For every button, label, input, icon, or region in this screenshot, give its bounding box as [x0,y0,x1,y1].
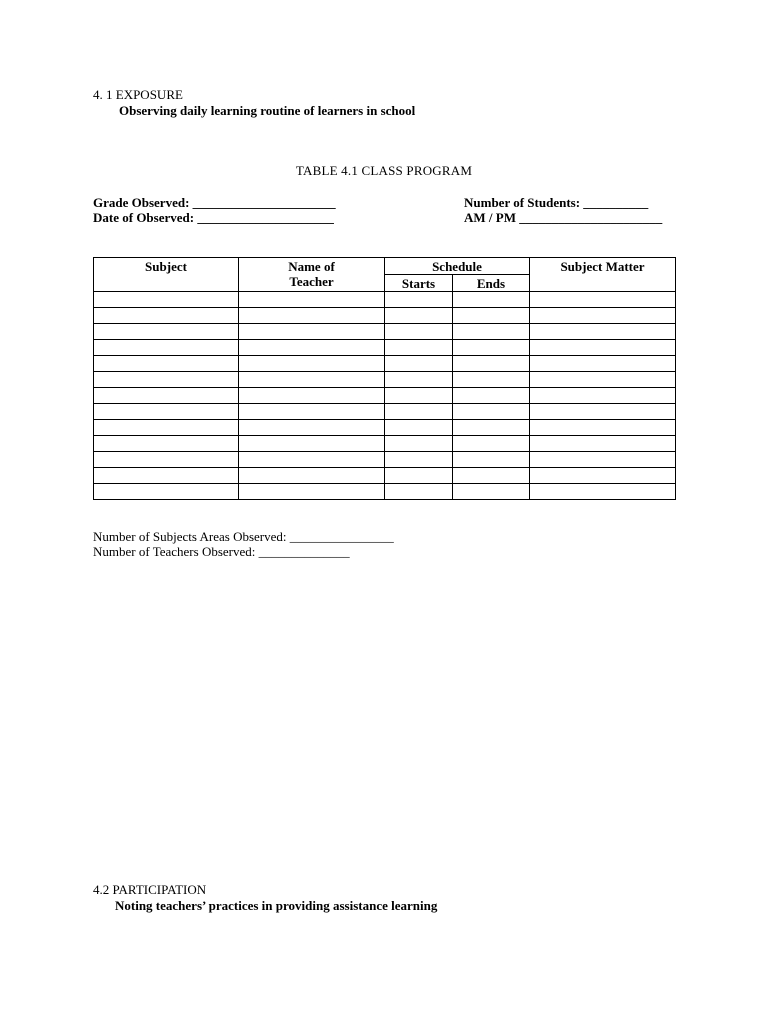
section-subheading-exposure: Observing daily learning routine of learners in school [119,103,416,118]
subjects-areas-observed-field: Number of Subjects Areas Observed: ________________ [93,529,394,544]
header-subject-matter: Subject Matter [530,258,676,292]
subject-cell [94,388,239,404]
ends-cell [453,388,530,404]
subject-cell [94,484,239,500]
subject-matter-cell [530,484,676,500]
table-row [94,292,676,308]
table-row [94,484,676,500]
subject-matter-cell [530,452,676,468]
header-schedule: Schedule [385,258,530,275]
table-row [94,308,676,324]
header-subject: Subject [94,258,239,292]
teacher-cell [239,420,385,436]
header-name-of-teacher: Name of Teacher [239,258,385,292]
subject-matter-cell [530,388,676,404]
subject-matter-cell [530,308,676,324]
ends-cell [453,356,530,372]
header-ends: Ends [453,275,530,292]
ends-cell [453,484,530,500]
starts-cell [385,340,453,356]
subject-matter-cell [530,340,676,356]
subject-cell [94,372,239,388]
subject-matter-cell [530,404,676,420]
ends-cell [453,452,530,468]
subject-matter-cell [530,420,676,436]
section-subheading-participation: Noting teachers’ practices in providing assistance learning [115,898,438,913]
subject-cell [94,404,239,420]
ends-cell [453,404,530,420]
table-row [94,372,676,388]
starts-cell [385,484,453,500]
teacher-cell [239,452,385,468]
ends-cell [453,324,530,340]
ends-cell [453,340,530,356]
teacher-cell [239,292,385,308]
teacher-cell [239,356,385,372]
subject-cell [94,436,239,452]
ends-cell [453,420,530,436]
subject-matter-cell [530,372,676,388]
section-heading-exposure: 4. 1 EXPOSURE [93,87,183,102]
teacher-cell [239,404,385,420]
ends-cell [453,436,530,452]
teacher-cell [239,388,385,404]
starts-cell [385,468,453,484]
table-row [94,404,676,420]
starts-cell [385,308,453,324]
table-body [94,292,676,500]
ends-cell [453,292,530,308]
subject-matter-cell [530,436,676,452]
header-starts: Starts [385,275,453,292]
subject-cell [94,340,239,356]
starts-cell [385,436,453,452]
am-pm-field: AM / PM ______________________ [464,210,663,225]
subject-cell [94,420,239,436]
subject-cell [94,356,239,372]
ends-cell [453,468,530,484]
ends-cell [453,372,530,388]
subject-matter-cell [530,324,676,340]
subject-matter-cell [530,292,676,308]
table-row [94,388,676,404]
teachers-observed-field: Number of Teachers Observed: ______________ [93,544,350,559]
teacher-cell [239,324,385,340]
starts-cell [385,404,453,420]
starts-cell [385,372,453,388]
date-of-observed-field: Date of Observed: _____________________ [93,210,334,225]
subject-cell [94,468,239,484]
teacher-cell [239,308,385,324]
class-program-table [93,257,676,500]
teacher-cell [239,468,385,484]
teacher-cell [239,436,385,452]
starts-cell [385,356,453,372]
subject-matter-cell [530,356,676,372]
subject-cell [94,452,239,468]
table-row [94,436,676,452]
table-row [94,452,676,468]
subject-matter-cell [530,468,676,484]
starts-cell [385,452,453,468]
teacher-cell [239,372,385,388]
table-row [94,340,676,356]
subject-cell [94,292,239,308]
starts-cell [385,292,453,308]
table-row [94,324,676,340]
starts-cell [385,324,453,340]
teacher-cell [239,484,385,500]
subject-cell [94,324,239,340]
table-title: TABLE 4.1 CLASS PROGRAM [295,163,473,178]
table-row [94,420,676,436]
ends-cell [453,308,530,324]
section-heading-participation: 4.2 PARTICIPATION [93,882,207,897]
teacher-cell [239,340,385,356]
subject-cell [94,308,239,324]
starts-cell [385,388,453,404]
table-row [94,468,676,484]
table-row [94,356,676,372]
number-of-students-field: Number of Students: __________ [464,195,649,210]
grade-observed-field: Grade Observed: ______________________ [93,195,336,210]
starts-cell [385,420,453,436]
